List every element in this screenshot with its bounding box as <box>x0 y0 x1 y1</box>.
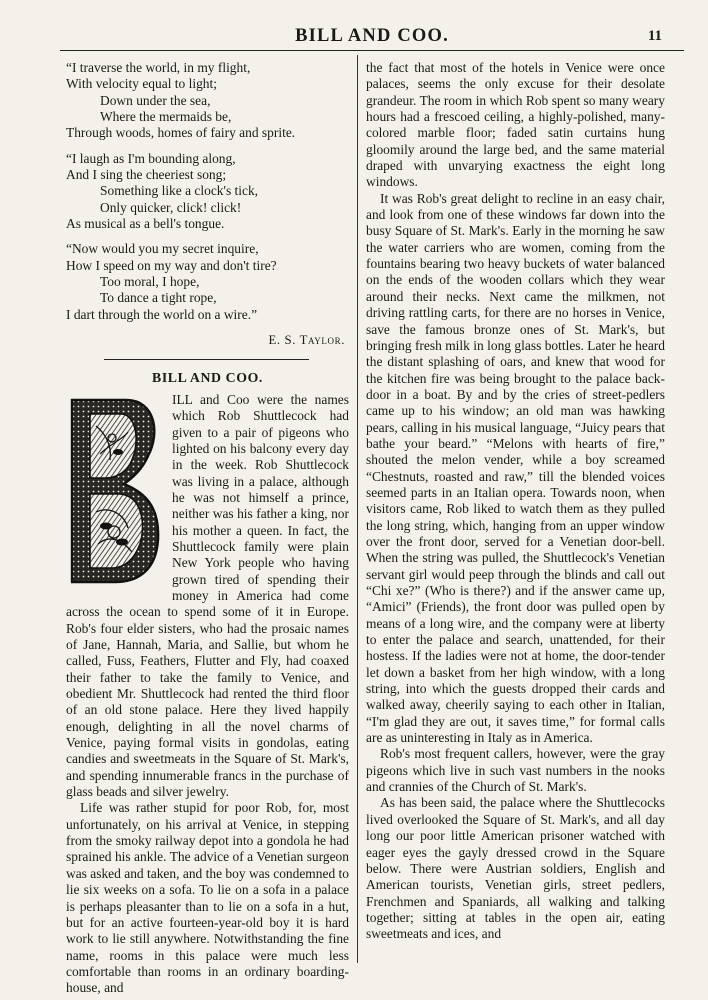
story-paragraph: Life was rather stupid for poor Rob, for, most unfortunately, on his arrival at Venice, in stepping from the smoky railway depot into a gondola he had sprained his ankle. The advice of a Venetian surgeon was asked and taken, and the boy was condemned to lie six weeks on a sofa. To lie on a sofa in a palace is perhaps pleasanter than to lie on a sofa in a hut, but for an active fourteen-year-old boy it is hard work to lie still anywhere. Notwithstanding the fine name, rooms in this palace were much less comfortable than rooms in an ordinary boarding-house, and <box>66 800 349 996</box>
poem-line: With velocity equal to light; <box>66 76 217 92</box>
poem-line: I dart through the world on a wire.” <box>66 306 258 322</box>
poem-line: How I speed on my way and don't tire? <box>66 257 277 273</box>
poem-line: Too moral, I hope, <box>100 274 200 290</box>
poem-line: “I laugh as I'm bounding along, <box>66 150 236 166</box>
section-rule <box>104 359 309 360</box>
story-paragraph: the fact that most of the hotels in Venice were once palaces, seems the only excuse for their desolate grandeur. The room in which Rob spent so many weary hours had a frescoed ceiling, a highly-polished, many-colored marble floor; faded satin curtains hung gloomily around the large bed, and the same material draped with unvarying exactness the eight long windows. <box>366 60 665 190</box>
poem-line: Only quicker, click! click! <box>100 199 242 215</box>
poem-stanza <box>66 60 349 142</box>
poem-line: As musical as a bell's tongue. <box>66 216 225 232</box>
left-column <box>66 60 349 997</box>
poem-line: Down under the sea, <box>100 92 211 108</box>
story-paragraph: ILL and Coo were the names which Rob Shuttlecock had given to a pair of pigeons who lighted on his balcony every day in the week. Rob Shuttlecock was living in a palace, although he was not himself a prince, neither was his father a king, nor his mother a queen. In fact, the Shuttlecock family were plain New York people who having grown tired of spending their money in America had come across the ocean to spend some of it in Europe. Rob's four elder sisters, who had the prosaic names of Jane, Hannah, Maria, and Sallie, but whom he called, Fuss, Feathers, Flutter and Fly, had coaxed their father to take the family to Venice, and obedient Mr. Shuttlecock had rented the third floor of an old stone palace. Here they lived happily enough, delighting in all the novel charms of Venice, paying formal visits in gondolas, eating candies and sweetmeats in the Square of St. Mark's, and spending innumerable francs in the purchase of glass beads and silver jewelry. <box>66 391 349 800</box>
poem-line: Something like a clock's tick, <box>100 183 259 199</box>
story-paragraph: As has been said, the palace where the Shuttlecocks lived overlooked the Square of St. Mark's, and all day long our poor little American prisoner watched with eager eyes the gayly dressed crowd in the Square below. There were Austrian soldiers, English and American tourists, Venetian girls, street pedlers, Frenchmen and Spaniards, all walking and talking together; sitting at tables in the open air, eating sweetmeats and ices, and <box>366 795 665 942</box>
poem <box>66 60 349 349</box>
poem-stanza <box>66 151 349 233</box>
poem-line: “I traverse the world, in my flight, <box>66 60 251 75</box>
poem-stanza <box>66 241 349 323</box>
poem-line: To dance a tight rope, <box>100 290 217 306</box>
running-header <box>60 22 684 46</box>
story-title: BILL AND COO. <box>152 369 263 385</box>
poem-line: Where the mermaids be, <box>100 109 232 125</box>
right-column <box>366 60 665 943</box>
story-paragraph: It was Rob's great delight to recline in an easy chair, and look from one of these windows far down into the busy Square of St. Mark's. Early in the morning he saw the water carriers who are women, coming from the fountains bearing two heavy buckets of water balanced on the ends of the wooden collars which they wear around their necks. Next came the milkmen, not driving rattling carts, for there are no horses in Venice, save the famous bronze ones of St. Mark's, but bringing fresh milk in long glass bottles. Later he heard the distant splashing of oars, and knew that wood for the kitchen fire was being brought to the palace back-door in a boat. By and by the cries of street-pedlers came up to his window; an old man was hawking pears, calling in his musical language, “Juicy pears that bathe your beard.” “Melons with hearts of fire,” shouted the melon vender, while a boy screamed “Chestnuts, roasted and raw,” till the blended voices seemed parts in an Italian opera. Towards noon, when visitors came, Rob liked to watch them as they pulled the long string, which, hanging from an upper window over the front door, served for a Venetian door-bell. When the string was pulled, the Shuttlecock's Venetian servant girl would peep through the blinds and call out “Chi xe?” (Who is there?) and if the answer came up, “Amici” (Friends), the front door was pulled open by means of a long wire, and the company were at liberty to enter the palace and search, unattended, for their hostess. If the ladies were not at home, the door-tender let down a basket from her high window, with a long string, into which the guests dropped their cards and walked away, cheerily saying to each other in Italian, “I'm glad they are out, it saves time,” for formal calls are as uninteresting in Italy as in America. <box>366 190 665 746</box>
running-title: BILL AND COO. <box>295 26 449 46</box>
poem-line: “Now would you my secret inquire, <box>66 241 259 257</box>
poem-attribution: E. S. Taylor. <box>268 333 345 348</box>
poem-line: And I sing the cheeriest song; <box>66 167 227 183</box>
decorated-initial-b <box>66 394 164 587</box>
header-rule <box>60 50 684 51</box>
column-divider <box>357 55 358 963</box>
poem-line: Through woods, homes of fairy and sprite. <box>66 125 296 141</box>
page-number: 11 <box>647 28 662 44</box>
story-paragraph: Rob's most frequent callers, however, were the gray pigeons which live in such vast numbers in the nooks and crannies of the Church of St. Mark's. <box>366 746 665 795</box>
